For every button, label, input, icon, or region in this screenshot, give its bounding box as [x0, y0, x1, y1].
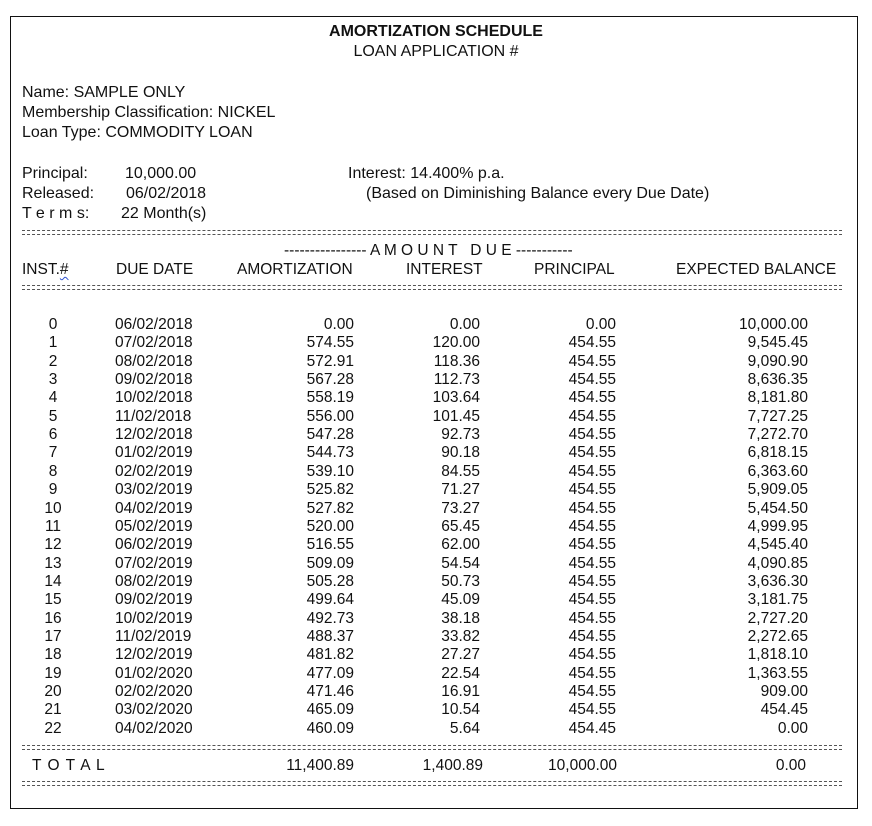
principal-cell: 454.55 — [568, 389, 616, 407]
loan-type-label: Loan Type: — [22, 124, 101, 141]
total-interest: 1,400.89 — [422, 757, 483, 774]
expected-balance-cell: 1,363.55 — [747, 664, 808, 682]
table-row — [0, 720, 872, 738]
amortization-cell: 574.55 — [306, 334, 354, 352]
total-principal: 10,000.00 — [548, 757, 617, 774]
expected-balance-cell: 4,999.95 — [747, 517, 808, 535]
interest-cell: 62.00 — [441, 536, 480, 554]
due-date-cell: 05/02/2019 — [115, 517, 193, 535]
interest-cell: 120.00 — [432, 334, 480, 352]
principal-cell: 454.55 — [568, 664, 616, 682]
interest-cell: 10.54 — [441, 701, 480, 719]
principal-cell: 454.55 — [568, 517, 616, 535]
principal-label: Principal: — [22, 165, 88, 182]
table-header-row — [0, 261, 872, 279]
inst-cell: 8 — [48, 462, 58, 480]
amortization-cell: 556.00 — [306, 407, 354, 425]
expected-balance-cell: 9,545.45 — [747, 334, 808, 352]
inst-cell: 4 — [48, 389, 58, 407]
due-date-cell: 06/02/2019 — [115, 536, 193, 554]
loan-type — [22, 124, 253, 142]
expected-balance-cell: 6,818.15 — [747, 444, 808, 462]
inst-hash: # — [59, 261, 69, 278]
expected-balance-cell: 909.00 — [760, 683, 808, 700]
interest-cell: 90.18 — [441, 444, 480, 462]
inst-cell: 12 — [44, 536, 62, 554]
due-date-cell: 08/02/2018 — [115, 352, 193, 370]
inst-cell: 22 — [44, 719, 62, 737]
interest-cell: 38.18 — [441, 609, 480, 627]
interest-cell: 27.27 — [441, 646, 480, 664]
total-label: T O T A L — [32, 757, 106, 774]
table-row — [0, 444, 872, 462]
expected-balance-cell: 7,727.25 — [747, 407, 808, 425]
table-row — [0, 555, 872, 573]
due-date-cell: 09/02/2018 — [115, 371, 193, 389]
terms-value: 22 Month(s) — [121, 205, 207, 222]
membership-value: NICKEL — [217, 104, 276, 121]
table-row — [0, 536, 872, 554]
amortization-cell: 520.00 — [306, 517, 354, 535]
due-date-cell: 02/02/2020 — [115, 683, 193, 700]
principal-cell: 454.55 — [568, 371, 616, 389]
interest-value: 14.400% p.a. — [410, 165, 505, 182]
due-date-cell: 06/02/2018 — [115, 316, 193, 333]
table-row — [0, 353, 872, 371]
table-row — [0, 646, 872, 664]
interest-cell: 5.64 — [449, 719, 480, 737]
expected-balance-cell: 454.45 — [760, 701, 808, 719]
principal-cell: 454.55 — [568, 444, 616, 462]
expected-balance-cell: 2,727.20 — [747, 609, 808, 627]
interest-label: Interest: — [348, 165, 406, 182]
inst-cell: 6 — [48, 426, 58, 444]
expected-balance-cell: 3,636.30 — [747, 572, 808, 590]
principal-cell: 454.55 — [568, 499, 616, 517]
released-value: 06/02/2018 — [126, 185, 207, 202]
inst-cell: 0 — [48, 316, 58, 333]
inst-cell: 2 — [48, 352, 58, 370]
interest-cell: 50.73 — [441, 572, 480, 590]
inst-cell: 3 — [48, 371, 58, 389]
due-date-cell: 02/02/2019 — [115, 462, 193, 480]
amortization-cell: 465.09 — [306, 701, 354, 719]
table-row — [0, 463, 872, 481]
col-header-principal: PRINCIPAL — [534, 261, 615, 278]
principal-cell: 454.55 — [568, 646, 616, 664]
double-rule — [22, 781, 842, 786]
interest-cell: 84.55 — [441, 462, 480, 480]
amortization-cell: 539.10 — [306, 462, 354, 480]
due-date-cell: 12/02/2019 — [115, 646, 193, 664]
inst-prefix: INST. — [22, 261, 60, 278]
interest-cell: 54.54 — [441, 554, 480, 572]
table-row — [0, 371, 872, 389]
amortization-cell: 525.82 — [306, 481, 354, 499]
col-header-interest: INTEREST — [406, 261, 483, 278]
principal-cell: 454.45 — [568, 719, 616, 737]
due-date-cell: 11/02/2018 — [115, 407, 192, 425]
membership-label: Membership Classification: — [22, 104, 214, 121]
expected-balance-cell: 1,818.10 — [747, 646, 808, 664]
expected-balance-cell: 4,545.40 — [747, 536, 808, 554]
table-row — [0, 610, 872, 628]
name-value: SAMPLE ONLY — [73, 84, 186, 101]
amortization-cell: 488.37 — [306, 627, 354, 645]
inst-cell: 14 — [44, 572, 62, 590]
expected-balance-cell: 5,909.05 — [747, 481, 808, 499]
col-header-inst — [22, 261, 69, 279]
amortization-cell: 544.73 — [306, 444, 354, 462]
double-rule — [22, 745, 842, 750]
col-header-due-date: DUE DATE — [116, 261, 194, 278]
table-row — [0, 701, 872, 719]
amortization-cell: 558.19 — [306, 389, 354, 407]
table-row — [0, 426, 872, 444]
principal-cell: 454.55 — [568, 334, 616, 352]
table-row — [0, 518, 872, 536]
interest-cell: 103.64 — [432, 389, 480, 407]
principal-cell: 454.55 — [568, 572, 616, 590]
interest-cell: 118.36 — [433, 352, 480, 370]
principal-cell: 454.55 — [568, 554, 616, 572]
expected-balance-cell: 8,636.35 — [747, 371, 808, 389]
amount-due-group-header — [284, 242, 573, 260]
inst-cell: 20 — [44, 683, 62, 700]
table-row — [0, 628, 872, 646]
amortization-cell: 492.73 — [306, 609, 354, 627]
released-label: Released: — [22, 185, 95, 202]
due-date-cell: 07/02/2018 — [115, 334, 193, 352]
expected-balance-cell: 3,181.75 — [747, 591, 808, 609]
amount-due-label: ---------------- A M O U N T D U E ----------- — [284, 242, 573, 259]
inst-cell: 5 — [48, 407, 58, 425]
principal-cell: 454.55 — [568, 627, 616, 645]
inst-cell: 11 — [44, 517, 62, 535]
principal-value: 10,000.00 — [125, 165, 197, 182]
amortization-cell: 527.82 — [306, 499, 354, 517]
inst-cell: 1 — [48, 334, 58, 352]
due-date-cell: 12/02/2018 — [115, 426, 193, 444]
amortization-cell: 460.09 — [306, 719, 354, 737]
inst-cell: 17 — [44, 627, 62, 645]
loan-type-value: COMMODITY LOAN — [105, 124, 253, 141]
inst-cell: 19 — [44, 664, 62, 682]
expected-balance-cell: 7,272.70 — [747, 426, 808, 444]
expected-balance-cell: 4,090.85 — [747, 554, 808, 572]
inst-cell: 13 — [44, 554, 62, 572]
principal-cell: 454.55 — [568, 536, 616, 554]
expected-balance-cell: 8,181.80 — [747, 389, 808, 407]
interest-cell: 112.73 — [433, 371, 480, 389]
interest-basis-note: (Based on Diminishing Balance every Due Date) — [366, 185, 710, 202]
interest-cell: 71.27 — [441, 481, 480, 499]
interest-cell: 65.45 — [441, 517, 480, 535]
terms-label: T e r m s: — [22, 205, 90, 222]
principal-cell: 454.55 — [568, 701, 616, 719]
due-date-cell: 04/02/2020 — [115, 719, 193, 737]
interest-cell: 45.09 — [441, 591, 480, 609]
table-row — [0, 500, 872, 518]
interest-cell: 101.45 — [432, 407, 480, 425]
expected-balance-cell: 6,363.60 — [747, 462, 808, 480]
interest-cell: 22.54 — [441, 664, 480, 682]
interest-cell: 92.73 — [441, 426, 480, 444]
due-date-cell: 08/02/2019 — [115, 572, 193, 590]
document-title: AMORTIZATION SCHEDULE — [329, 23, 543, 40]
total-amortization: 11,400.89 — [286, 757, 354, 774]
expected-balance-cell: 5,454.50 — [747, 499, 808, 517]
due-date-cell: 10/02/2018 — [115, 389, 193, 407]
amortization-cell: 481.82 — [306, 646, 354, 664]
inst-cell: 21 — [44, 701, 62, 719]
col-header-expected-balance: EXPECTED BALANCE — [676, 261, 837, 278]
table-row — [0, 408, 872, 426]
due-date-cell: 01/02/2020 — [115, 664, 193, 682]
borrower-name — [22, 84, 185, 102]
amortization-cell: 516.55 — [306, 536, 354, 554]
due-date-cell: 04/02/2019 — [115, 499, 193, 517]
double-rule — [22, 285, 842, 290]
interest-rate — [348, 165, 505, 183]
total-row — [0, 757, 872, 775]
interest-cell: 33.82 — [441, 627, 480, 645]
due-date-cell: 10/02/2019 — [115, 609, 193, 627]
amortization-cell: 509.09 — [306, 554, 354, 572]
table-row — [0, 334, 872, 352]
interest-cell: 0.00 — [449, 316, 480, 333]
amortization-cell: 572.91 — [306, 352, 354, 370]
total-balance: 0.00 — [775, 757, 806, 774]
expected-balance-cell: 9,090.90 — [747, 352, 808, 370]
inst-cell: 16 — [44, 609, 62, 627]
inst-cell: 15 — [44, 591, 62, 609]
membership-classification — [22, 104, 275, 122]
amortization-cell: 471.46 — [306, 683, 354, 700]
principal-cell: 454.55 — [568, 609, 616, 627]
inst-cell: 10 — [44, 499, 62, 517]
amortization-cell: 477.09 — [306, 664, 354, 682]
interest-cell: 16.91 — [441, 683, 480, 700]
principal-cell: 454.55 — [568, 407, 616, 425]
inst-cell: 18 — [44, 646, 62, 664]
due-date-cell: 03/02/2019 — [115, 481, 193, 499]
amortization-cell: 547.28 — [306, 426, 354, 444]
table-row — [0, 591, 872, 609]
principal-cell: 454.55 — [568, 683, 616, 700]
principal-cell: 454.55 — [568, 352, 616, 370]
table-row — [0, 481, 872, 499]
table-row — [0, 389, 872, 407]
principal-cell: 0.00 — [585, 316, 616, 333]
table-row — [0, 316, 872, 334]
principal-cell: 454.55 — [568, 462, 616, 480]
due-date-cell: 03/02/2020 — [115, 701, 193, 719]
col-header-amortization: AMORTIZATION — [237, 261, 353, 278]
due-date-cell: 09/02/2019 — [115, 591, 193, 609]
amortization-cell: 505.28 — [306, 572, 354, 590]
loan-application-number: LOAN APPLICATION # — [353, 43, 519, 60]
due-date-cell: 11/02/2019 — [115, 627, 192, 645]
table-row — [0, 665, 872, 683]
principal-cell: 454.55 — [568, 426, 616, 444]
name-label: Name: — [22, 84, 70, 101]
inst-cell: 7 — [48, 444, 58, 462]
amortization-cell: 499.64 — [306, 591, 354, 609]
due-date-cell: 07/02/2019 — [115, 554, 193, 572]
inst-cell: 9 — [48, 481, 58, 499]
principal-cell: 454.55 — [568, 591, 616, 609]
table-row — [0, 573, 872, 591]
interest-cell: 73.27 — [441, 499, 480, 517]
table-row — [0, 683, 872, 701]
amortization-cell: 0.00 — [323, 316, 354, 333]
double-rule — [22, 230, 842, 235]
principal-cell: 454.55 — [568, 481, 616, 499]
expected-balance-cell: 0.00 — [777, 719, 808, 737]
expected-balance-cell: 2,272.65 — [747, 627, 808, 645]
expected-balance-cell: 10,000.00 — [739, 316, 808, 333]
amortization-cell: 567.28 — [306, 371, 354, 389]
due-date-cell: 01/02/2019 — [115, 444, 193, 462]
